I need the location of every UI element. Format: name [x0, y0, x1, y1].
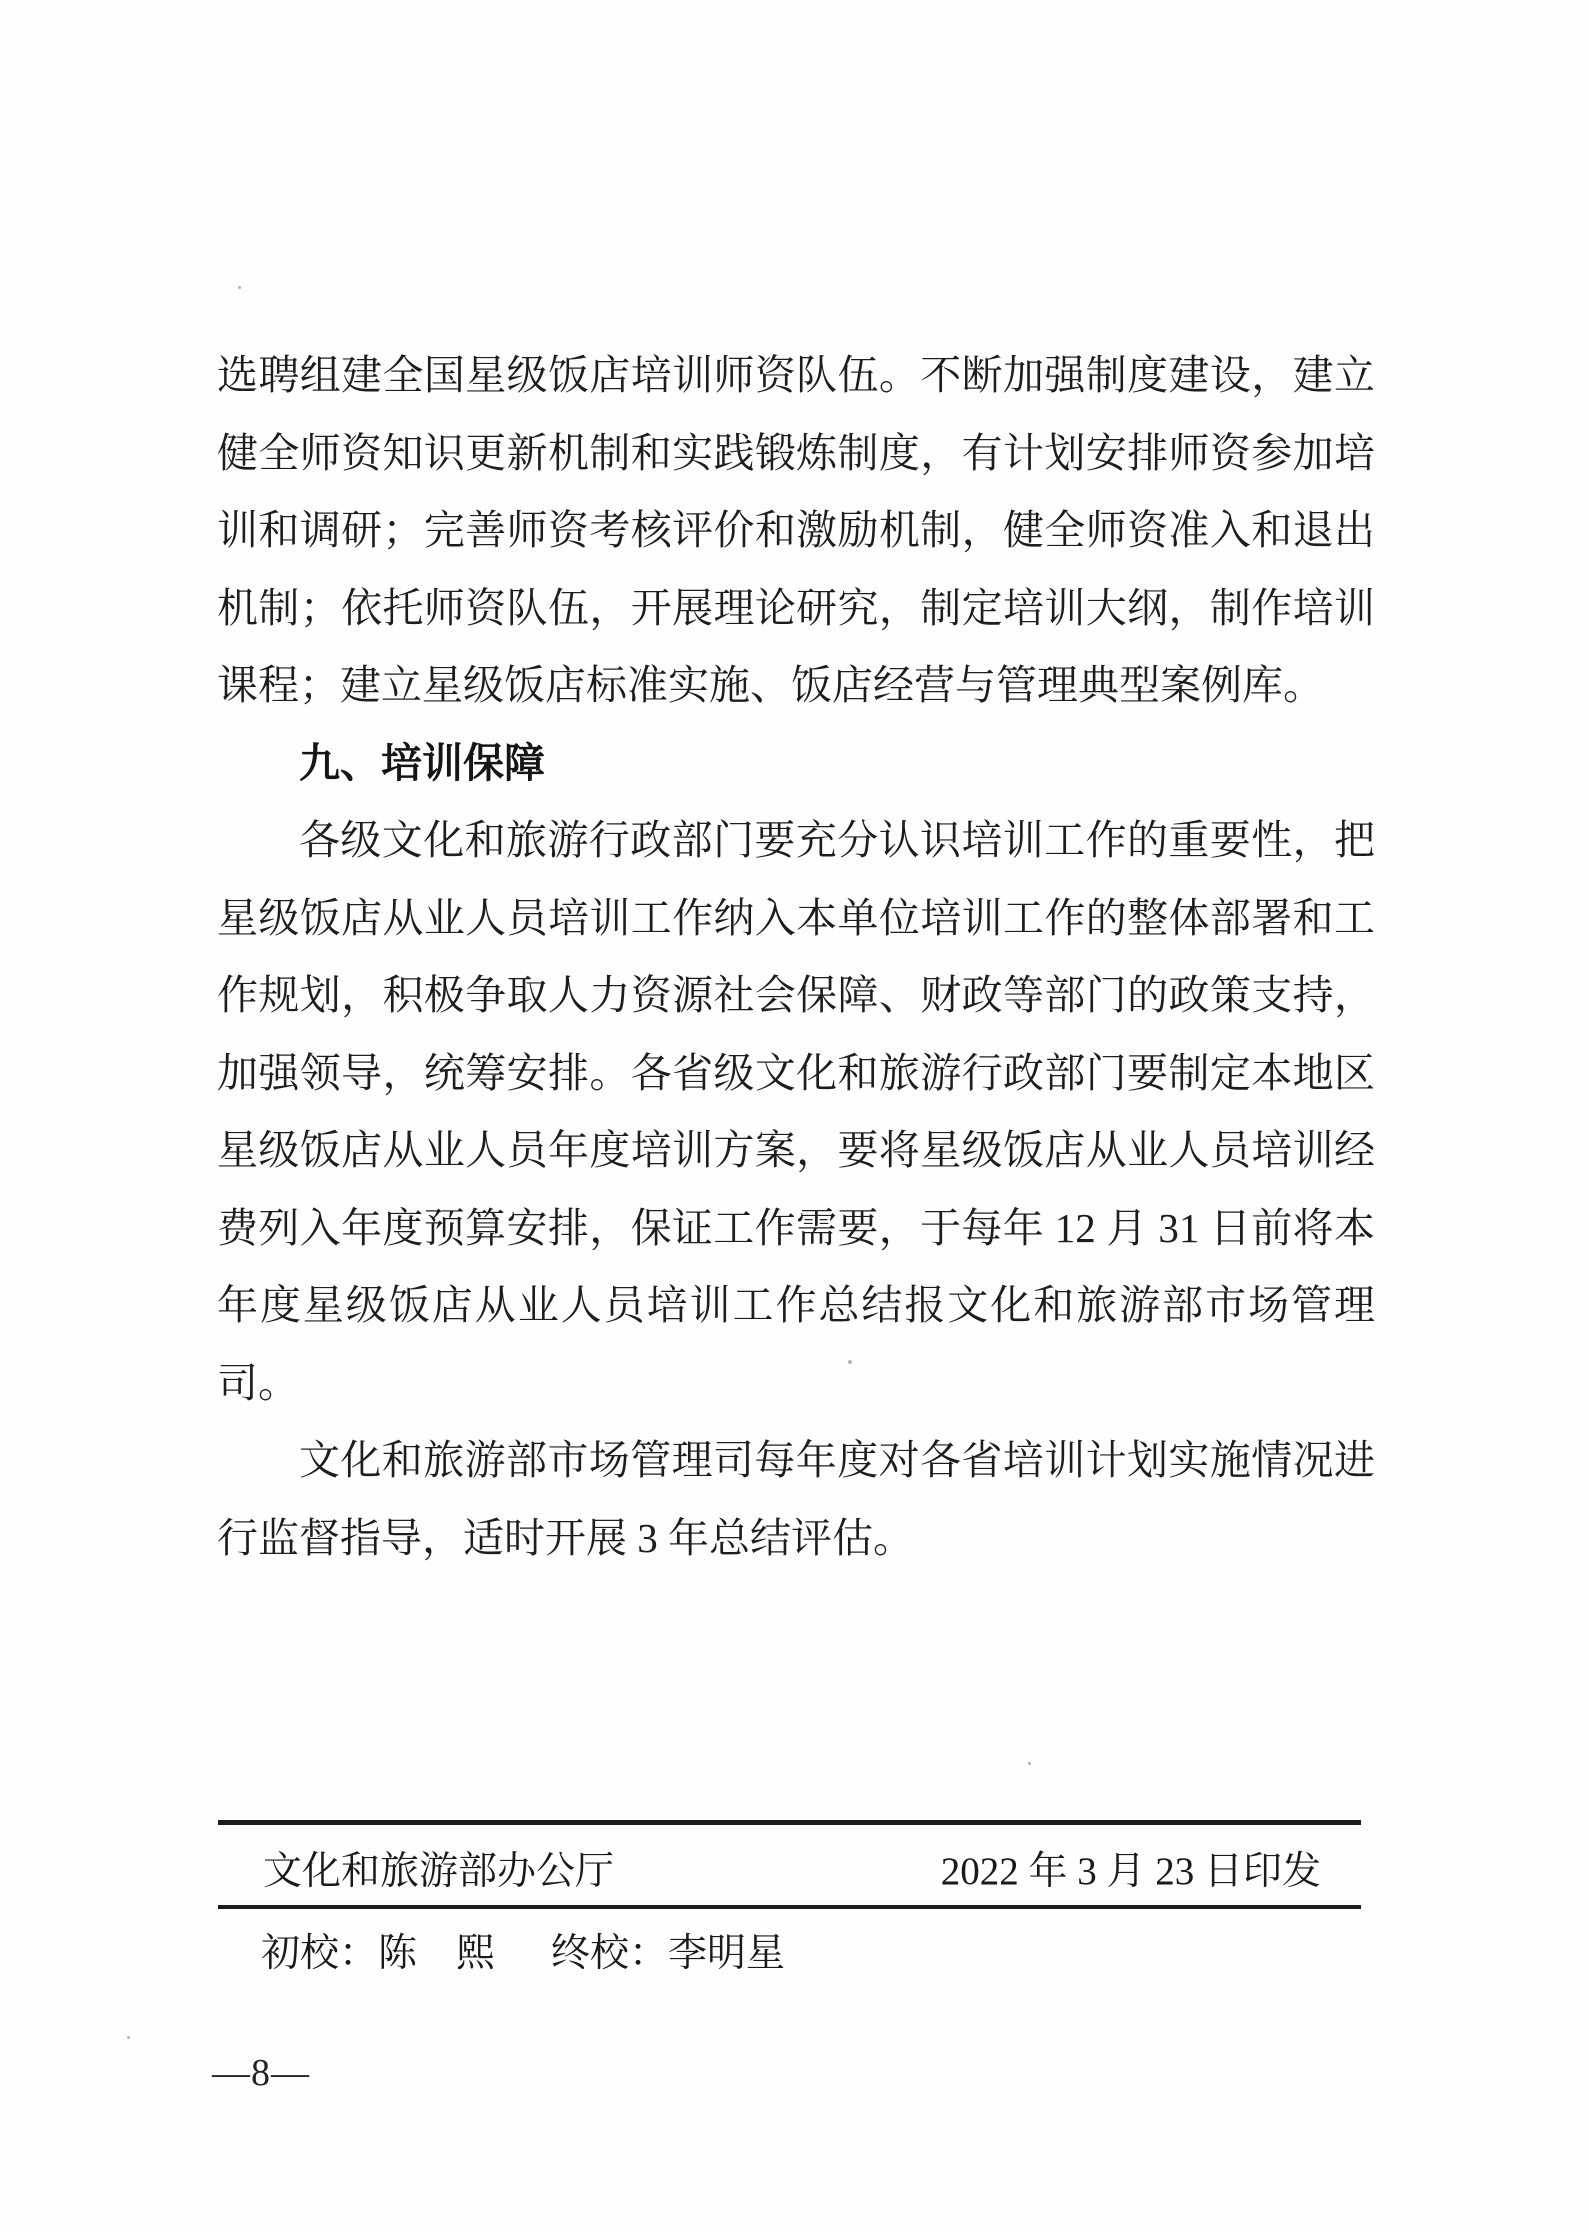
first-proof-name: 陈 熙	[378, 1932, 496, 1975]
paragraph-continuation: 选聘组建全国星级饭店培训师资队伍。不断加强制度建设，建立健全师资知识更新机制和实践锻炼制度，有计划安排师资参加培训和调研；完善师资考核评价和激励机制，健全师资准入和退出机制；依托师资队伍，开展理论研究，制定培训大纲，制作培训课程；建立星级饭店标准实施、饭店经营与管理典型案例库。	[217, 352, 1375, 708]
paragraph-training-support: 各级文化和旅游行政部门要充分认识培训工作的重要性，把星级饭店从业人员培训工作纳入本单位培训工作的整体部署和工作规划，积极争取人力资源社会保障、财政等部门的政策支持，加强领导，统筹安排。各省级文化和旅游行政部门要制定本地区星级饭店从业人员年度培训方案，要将星级饭店从业人员培训经费列入年度预算安排，保证工作需要，于每年 12 月 31 日前将本年度星级饭店从业人员培训工作总结报文化和旅游部市场管理司。	[217, 817, 1375, 1406]
first-proof-label: 初校：	[261, 1932, 379, 1975]
final-proof-label: 终校：	[551, 1932, 669, 1975]
scan-speck	[238, 286, 241, 289]
footer-issuer-row	[218, 1841, 1361, 1903]
footer-divider-bottom	[218, 1905, 1361, 1909]
proofreader-row	[261, 1925, 785, 1983]
scan-speck	[848, 1360, 852, 1364]
print-date-label: 2022 年 3 月 23 日印发	[940, 1850, 1321, 1893]
page-number: —8—	[212, 2052, 310, 2094]
paragraph-supervision: 文化和旅游部市场管理司每年度对各省培训计划实施情况进行监督指导，适时开展 3 年总结评估。	[217, 1437, 1375, 1561]
issuing-office-label: 文化和旅游部办公厅	[263, 1850, 615, 1893]
scan-speck	[127, 2036, 130, 2039]
final-proof-name: 李明星	[668, 1932, 786, 1975]
footer-divider-top	[218, 1820, 1361, 1825]
section-heading: 九、培训保障	[299, 739, 545, 786]
document-body	[217, 337, 1375, 1577]
scan-speck	[1028, 1762, 1031, 1765]
